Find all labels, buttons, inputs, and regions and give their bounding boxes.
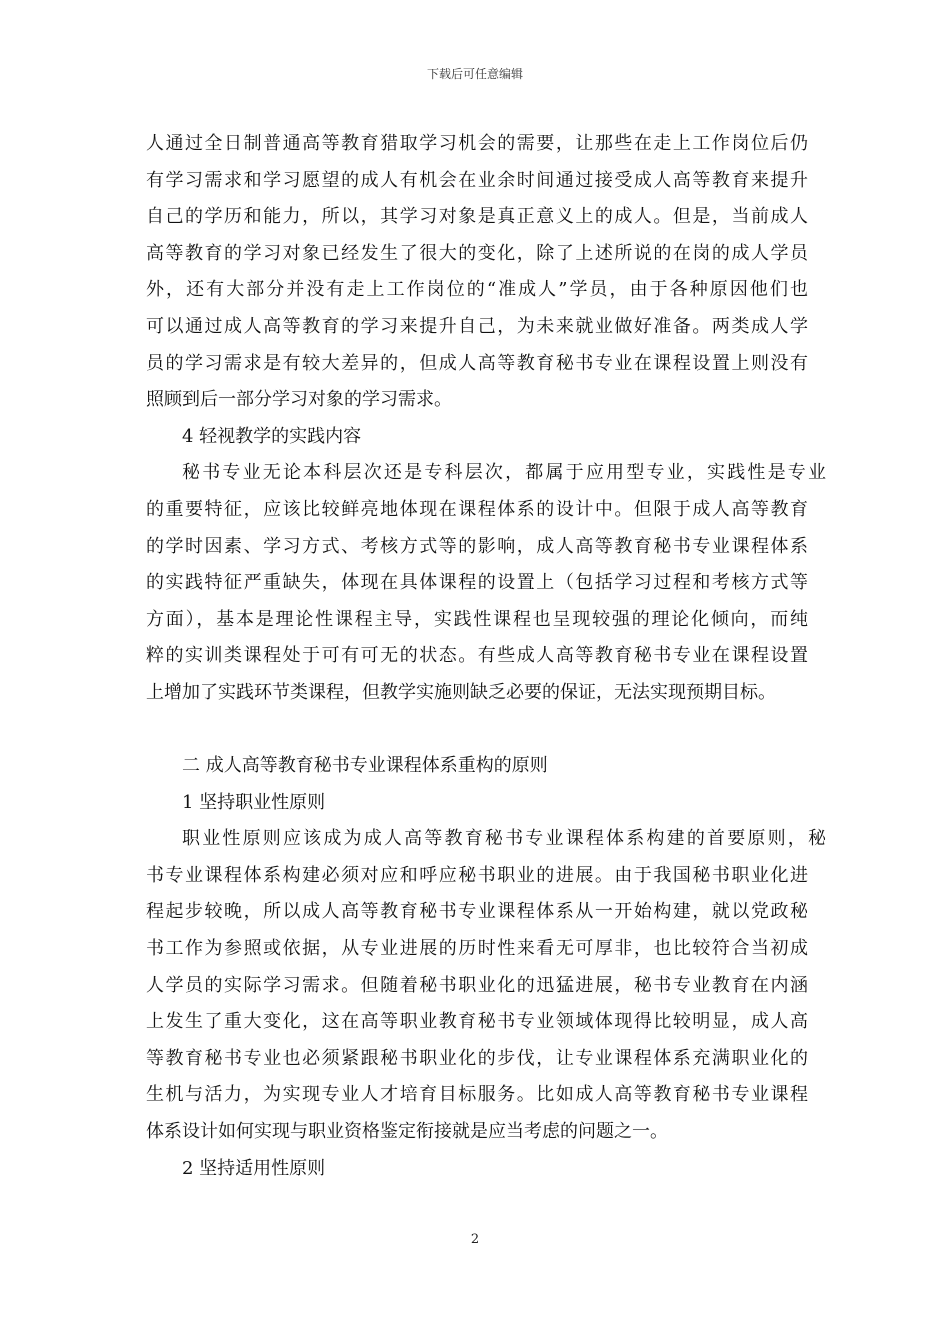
body-line: 高等教育的学习对象已经发生了很大的变化，除了上述所说的在岗的成人学员 bbox=[146, 242, 808, 264]
body-line: 粹的实训类课程处于可有可无的状态。有些成人高等教育秘书专业在课程设置 bbox=[146, 645, 808, 667]
section-heading: 2 坚持适用性原则 bbox=[182, 1157, 326, 1179]
document-body bbox=[146, 126, 826, 1187]
body-line: 自己的学历和能力，所以，其学习对象是真正意义上的成人。但是，当前成人 bbox=[146, 206, 808, 228]
body-line: 外，还有大部分并没有走上工作岗位的“准成人”学员，由于各种原因他们也 bbox=[146, 279, 808, 301]
body-line: 职业性原则应该成为成人高等教育秘书专业课程体系构建的首要原则，秘 bbox=[182, 828, 826, 850]
body-line: 等教育秘书专业也必须紧跟秘书职业化的步伐，让专业课程体系充满职业化的 bbox=[146, 1047, 808, 1069]
body-line: 程起步较晚，所以成人高等教育秘书专业课程体系从一开始构建，就以党政秘 bbox=[146, 901, 808, 923]
body-line: 上发生了重大变化，这在高等职业教育秘书专业领域体现得比较明显，成人高 bbox=[146, 1011, 808, 1033]
body-line: 的重要特征，应该比较鲜亮地体现在课程体系的设计中。但限于成人高等教育 bbox=[146, 498, 808, 520]
body-line: 生机与活力，为实现专业人才培育目标服务。比如成人高等教育秘书专业课程 bbox=[146, 1084, 808, 1106]
body-line: 有学习需求和学习愿望的成人有机会在业余时间通过接受成人高等教育来提升 bbox=[146, 169, 808, 191]
body-line: 方面），基本是理论性课程主导，实践性课程也呈现较强的理论化倾向，而纯 bbox=[146, 608, 808, 630]
section-heading: 4 轻视教学的实践内容 bbox=[182, 425, 362, 447]
body-line: 人通过全日制普通高等教育猎取学习机会的需要，让那些在走上工作岗位后仍 bbox=[146, 133, 808, 154]
body-line: 照顾到后一部分学习对象的学习需求。 bbox=[146, 389, 452, 411]
body-line: 员的学习需求是有较大差异的，但成人高等教育秘书专业在课程设置上则没有 bbox=[146, 352, 808, 374]
section-heading: 1 坚持职业性原则 bbox=[182, 791, 326, 813]
body-line: 体系设计如何实现与职业资格鉴定衔接就是应当考虑的问题之一。 bbox=[146, 1121, 668, 1143]
body-line: 上增加了实践环节类课程，但教学实施则缺乏必要的保证，无法实现预期目标。 bbox=[146, 681, 776, 703]
body-line: 可以通过成人高等教育的学习来提升自己，为未来就业做好准备。两类成人学 bbox=[146, 315, 808, 337]
page-header-note: 下载后可任意编辑 bbox=[426, 67, 523, 81]
chapter-heading: 二 成人高等教育秘书专业课程体系重构的原则 bbox=[182, 755, 548, 777]
blank-line bbox=[146, 712, 826, 749]
body-line: 人学员的实际学习需求。但随着秘书职业化的迅猛进展，秘书专业教育在内涵 bbox=[146, 974, 808, 996]
page-number: 2 bbox=[470, 1232, 480, 1247]
body-line: 秘书专业无论本科层次还是专科层次，都属于应用型专业，实践性是专业 bbox=[182, 462, 826, 484]
body-line: 的实践特征严重缺失，体现在具体课程的设置上（包括学习过程和考核方式等 bbox=[146, 572, 808, 594]
body-line: 书专业课程体系构建必须对应和呼应秘书职业的进展。由于我国秘书职业化进 bbox=[146, 864, 808, 886]
body-line: 的学时因素、学习方式、考核方式等的影响，成人高等教育秘书专业课程体系 bbox=[146, 535, 808, 557]
body-line: 书工作为参照或依据，从专业进展的历时性来看无可厚非，也比较符合当初成 bbox=[146, 938, 808, 960]
